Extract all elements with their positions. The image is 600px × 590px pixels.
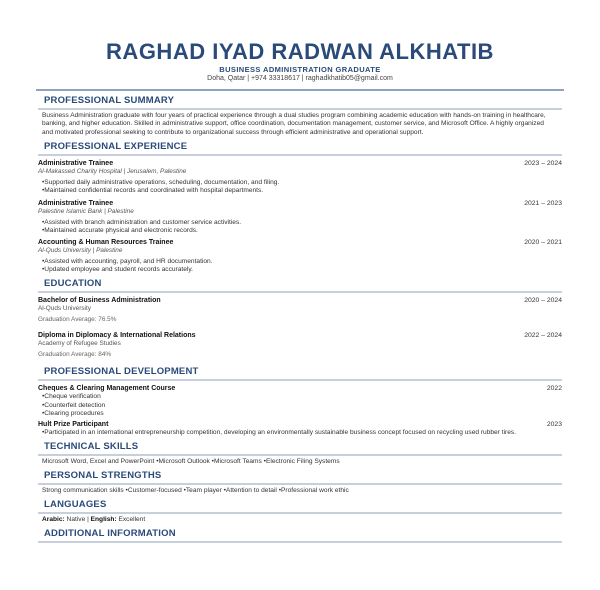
candidate-name: RAGHAD IYAD RADWAN ALKHATIB [106, 39, 494, 64]
job-bullet: •Assisted with accounting, payroll, and HR documentation. [42, 258, 213, 266]
graduation-average: Graduation Average: 84% [38, 351, 112, 359]
job-bullet: •Maintained accurate physical and electronic records. [42, 226, 198, 234]
degree-dates: 2020 – 2024 [524, 297, 562, 305]
section-additional [38, 528, 562, 543]
section-divider [38, 379, 562, 381]
job-bullet: •Supported daily administrative operations, scheduling, documentation, and filing. [42, 179, 280, 187]
job-bullet: •Updated employee and student records accurately. [42, 266, 193, 274]
job-dates: 2023 – 2024 [524, 160, 562, 168]
section-title: PROFESSIONAL DEVELOPMENT [44, 366, 199, 378]
job-title: Accounting & Human Resources Trainee [38, 239, 174, 247]
course-date: 2023 [546, 421, 562, 429]
section-title: ADDITIONAL INFORMATION [44, 528, 176, 540]
graduation-average: Graduation Average: 76.5% [38, 316, 117, 324]
education-item [38, 331, 562, 359]
section-title: TECHNICAL SKILLS [44, 441, 139, 453]
strengths-text: Strong communication skills •Customer-focused •Team player •Attention to detail •Professional work ethic [42, 487, 349, 495]
job-organization: Palestine Islamic Bank | Palestine [38, 207, 134, 215]
section-divider [38, 291, 562, 293]
section-experience [38, 141, 562, 156]
course-date: 2022 [546, 385, 562, 393]
section-education [38, 278, 562, 293]
language-level-english: Excellent [116, 516, 146, 524]
section-languages [38, 499, 562, 514]
course-bullet: •Counterfeit detection [42, 401, 106, 409]
contact-line: Doha, Qatar | +974 33318617 | raghadkhatib05@gmail.com [207, 75, 393, 82]
job-organization: Al-Quds University | Palestine [38, 247, 123, 255]
section-divider [38, 541, 562, 543]
degree-dates: 2022 – 2024 [524, 332, 562, 340]
section-summary [38, 95, 562, 110]
experience-item [38, 238, 562, 274]
section-technical-skills [38, 441, 562, 456]
course-bullet: •Cheque verification [42, 393, 101, 401]
course-title: Cheques & Clearing Management Course [38, 385, 176, 393]
development-item [38, 420, 562, 437]
job-title: Administrative Trainee [38, 199, 114, 207]
course-bullet: •Clearing procedures [42, 409, 104, 417]
section-development [38, 366, 562, 381]
education-item [38, 296, 562, 324]
technical-skills-text: Microsoft Word, Excel and PowerPoint •Microsoft Outlook •Microsoft Teams •Electronic Filing Systems [42, 458, 340, 466]
experience-item [38, 199, 562, 235]
job-bullet: •Maintained confidential records and coordinated with hospital departments. [42, 187, 264, 195]
course-title: Hult Prize Participant [38, 421, 109, 429]
job-dates: 2021 – 2023 [524, 199, 562, 207]
header-divider [36, 89, 564, 91]
course-bullet: •Participated in an international entrepreneurship competition, developing an environmentally sustainable business concept focused on recycling used rubber tires. [42, 429, 517, 437]
section-title: LANGUAGES [44, 499, 107, 511]
job-bullet: •Assisted with branch administration and customer service activities. [42, 218, 242, 226]
development-item [38, 384, 562, 418]
experience-item [38, 159, 562, 195]
school-name: Academy of Refugee Studies [38, 340, 121, 348]
job-dates: 2020 – 2021 [524, 239, 562, 247]
languages-text [38, 514, 562, 524]
language-level-arabic: Native | [64, 516, 91, 524]
job-title: Administrative Trainee [38, 160, 114, 168]
candidate-headline: BUSINESS ADMINISTRATION GRADUATE [219, 65, 381, 74]
section-title: PERSONAL STRENGTHS [44, 470, 162, 482]
degree-title: Diploma in Diplomacy & International Relations [38, 332, 196, 340]
resume-header [38, 0, 562, 83]
section-divider [38, 154, 562, 156]
school-name: Al-Quds University [38, 305, 91, 313]
job-organization: Al-Makassed Charity Hospital | Jerusalem, Palestine [38, 168, 187, 176]
summary-text: Business Administration graduate with four years of practical experience through a dual studies program combining academic education with hands-on training in healthcare, banking, and higher education. Skilled in administrative support, office coordination, documentation management, customer service, and Microsoft Office. A highly organized and motivated professional seeking to contribute to organizational success through efficient administrative and operational support. [42, 112, 546, 136]
section-title: EDUCATION [44, 278, 102, 290]
language-label-english: English: [90, 516, 117, 524]
section-strengths [38, 470, 562, 485]
language-label-arabic: Arabic: [42, 516, 65, 524]
section-title: PROFESSIONAL EXPERIENCE [44, 141, 188, 153]
section-title: PROFESSIONAL SUMMARY [44, 95, 175, 106]
degree-title: Bachelor of Business Administration [38, 297, 161, 305]
